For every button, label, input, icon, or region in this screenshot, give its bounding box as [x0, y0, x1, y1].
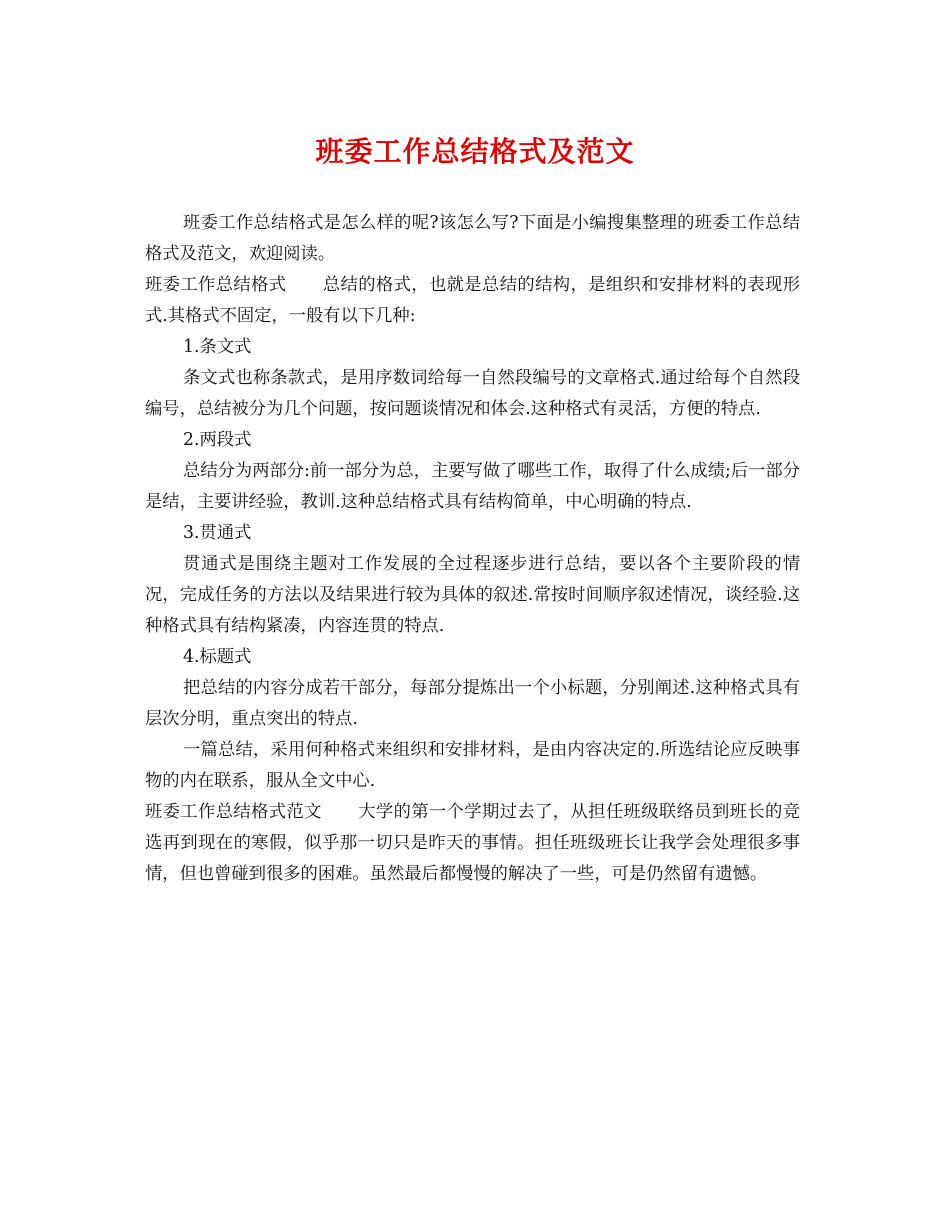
- format-section-text: 总结的格式，也就是总结的结构，是组织和安排材料的表现形式.其格式不固定，一般有以下几种:: [145, 275, 800, 326]
- list-item-paragraph: 总结分为两部分:前一部分为总，主要写做了哪些工作，取得了什么成绩;后一部分是结，主要讲经验，教训.这种总结格式具有结构简单，中心明确的特点.: [145, 461, 800, 512]
- list-item-heading: 4.标题式: [183, 647, 252, 667]
- list-item-paragraph: 贯通式是围绕主题对工作发展的全过程逐步进行总结，要以各个主要阶段的情况，完成任务的方法以及结果进行较为具体的叙述.常按时间顺序叙述情况，谈经验.这种格式具有结构紧凑，内容连贯的特点.: [145, 554, 800, 636]
- conclusion-paragraph: 一篇总结，采用何种格式来组织和安排材料，是由内容决定的.所选结论应反映事物的内在联系，服从全文中心.: [145, 740, 800, 791]
- list-item-heading: 3.贯通式: [183, 523, 252, 543]
- sample-section-heading: 班委工作总结格式范文: [145, 802, 322, 822]
- list-item-heading: 2.两段式: [183, 430, 252, 450]
- document-title: 班委工作总结格式及范文: [315, 135, 635, 168]
- intro-paragraph: 班委工作总结格式是怎么样的呢?该怎么写?下面是小编搜集整理的班委工作总结格式及范文，欢迎阅读。: [145, 213, 800, 264]
- list-item-paragraph: 条文式也称条款式，是用序数词给每一自然段编号的文章格式.通过给每个自然段编号，总结被分为几个问题，按问题谈情况和体会.这种格式有灵活，方便的特点.: [145, 368, 800, 419]
- list-item-heading: 1.条文式: [183, 337, 252, 357]
- format-section-heading: 班委工作总结格式: [145, 275, 287, 295]
- sample-section-paragraph: [145, 797, 800, 890]
- format-section-paragraph: [145, 270, 800, 332]
- document-body: [145, 208, 800, 890]
- sample-section-text: 大学的第一个学期过去了，从担任班级联络员到班长的竞选再到现在的寒假，似乎那一切只是昨天的事情。担任班级班长让我学会处理很多事情，但也曾碰到很多的困难。虽然最后都慢慢的解决了一些，可是仍然留有遗憾。: [145, 802, 800, 884]
- list-item-paragraph: 把总结的内容分成若干部分，每部分提炼出一个小标题，分别阐述.这种格式具有层次分明，重点突出的特点.: [145, 678, 800, 729]
